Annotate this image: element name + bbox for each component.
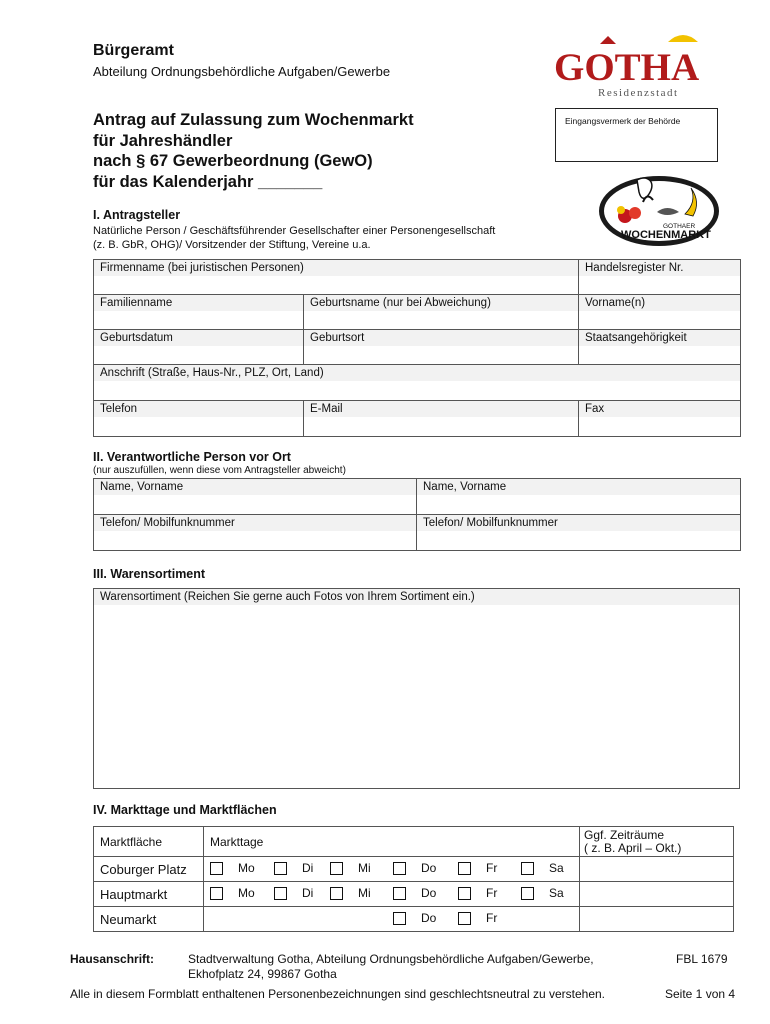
day-do-neumarkt[interactable] <box>393 911 436 925</box>
footer-address-line-1: Stadtverwaltung Gotha, Abteilung Ordnungsbehördliche Aufgaben/Gewerbe, <box>188 952 594 966</box>
email-field[interactable] <box>304 401 579 437</box>
phone-field-1[interactable] <box>94 515 417 551</box>
checkbox-icon[interactable] <box>458 912 471 925</box>
wochenmarkt-logo-top: GOTHAER <box>663 223 696 230</box>
period-coburger-platz[interactable] <box>580 857 734 882</box>
staatsangehoerigkeit-label: Staatsangehörigkeit <box>579 330 740 346</box>
period-hauptmarkt[interactable] <box>580 882 734 907</box>
footer-address <box>188 952 594 982</box>
col-marktflaeche: Marktfläche <box>94 827 204 857</box>
firmenname-label: Firmenname (bei juristischen Personen) <box>94 260 578 276</box>
day-do-coburger[interactable] <box>393 861 436 875</box>
checkbox-icon[interactable] <box>330 862 343 875</box>
section-1-heading: I. Antragsteller <box>93 208 181 222</box>
footer-address-line-2: Ekhofplatz 24, 99867 Gotha <box>188 967 337 981</box>
form-id: FBL 1679 <box>676 952 728 966</box>
period-neumarkt[interactable] <box>580 907 734 932</box>
section-1-note-2: (z. B. GbR, OHG)/ Vorsitzender der Stiftung, Vereine u.a. <box>93 239 371 251</box>
section-3-heading: III. Warensortiment <box>93 567 206 581</box>
name-field-2[interactable] <box>417 479 741 515</box>
email-label: E-Mail <box>304 401 578 417</box>
familienname-label: Familienname <box>94 295 303 311</box>
col-zeitraeume <box>580 827 734 857</box>
checkbox-icon[interactable] <box>458 862 471 875</box>
form-title <box>93 110 414 192</box>
day-mi-coburger[interactable] <box>330 861 371 875</box>
receipt-stamp-box <box>555 108 718 162</box>
day-label: Mi <box>358 861 371 875</box>
telefon-field[interactable] <box>94 401 304 437</box>
day-do-hauptmarkt[interactable] <box>393 886 436 900</box>
checkbox-icon[interactable] <box>274 887 287 900</box>
geburtsort-label: Geburtsort <box>304 330 578 346</box>
geburtsname-label: Geburtsname (nur bei Abweichung) <box>304 295 578 311</box>
handelsregister-label: Handelsregister Nr. <box>579 260 740 276</box>
checkbox-icon[interactable] <box>210 887 223 900</box>
place-coburger-platz: Coburger Platz <box>94 857 204 882</box>
phone-field-2[interactable] <box>417 515 741 551</box>
day-label: Sa <box>549 886 564 900</box>
wochenmarkt-logo <box>597 172 721 248</box>
firmenname-field[interactable] <box>94 260 579 295</box>
day-di-hauptmarkt[interactable] <box>274 886 313 900</box>
day-label: Fr <box>486 861 498 875</box>
footer-gender-note: Alle in diesem Formblatt enthaltenen Personenbezeichnungen sind geschlechtsneutral zu verstehen. <box>70 987 605 1001</box>
day-mi-hauptmarkt[interactable] <box>330 886 371 900</box>
staatsangehoerigkeit-field[interactable] <box>579 330 741 365</box>
day-label: Sa <box>549 861 564 875</box>
vorname-field[interactable] <box>579 295 741 330</box>
gotha-logo-subtitle: Residenzstadt <box>598 87 679 99</box>
title-line-4: für das Kalenderjahr _______ <box>93 172 323 191</box>
geburtsdatum-label: Geburtsdatum <box>94 330 303 346</box>
checkbox-icon[interactable] <box>330 887 343 900</box>
place-hauptmarkt: Hauptmarkt <box>94 882 204 907</box>
day-label: Fr <box>486 886 498 900</box>
place-neumarkt: Neumarkt <box>94 907 204 932</box>
responsible-person-table <box>93 478 741 551</box>
section-1-note-1: Natürliche Person / Geschäftsführender Gesellschafter einer Personengesellschaft <box>93 225 496 237</box>
page-number: Seite 1 von 4 <box>665 987 736 1001</box>
fax-field[interactable] <box>579 401 741 437</box>
day-label: Do <box>421 911 437 925</box>
telefon-label: Telefon <box>94 401 303 417</box>
day-label: Fr <box>486 911 498 925</box>
day-mo-coburger[interactable] <box>210 861 255 875</box>
day-sa-hauptmarkt[interactable] <box>521 886 564 900</box>
applicant-table <box>93 259 741 437</box>
title-line-1: Antrag auf Zulassung zum Wochenmarkt <box>93 111 414 129</box>
day-fr-neumarkt[interactable] <box>458 911 497 925</box>
days-hauptmarkt <box>204 882 580 907</box>
checkbox-icon[interactable] <box>393 912 406 925</box>
section-2-note: (nur auszufüllen, wenn diese vom Antragsteller abweicht) <box>93 465 346 476</box>
geburtsort-field[interactable] <box>304 330 579 365</box>
footer-address-label: Hausanschrift: <box>70 952 155 966</box>
day-label: Do <box>421 861 437 875</box>
day-fr-coburger[interactable] <box>458 861 497 875</box>
department-name: Abteilung Ordnungsbehördliche Aufgaben/Gewerbe <box>93 64 391 79</box>
col-markttage: Markttage <box>204 827 580 857</box>
checkbox-icon[interactable] <box>210 862 223 875</box>
col-zeitraeume-line-1: Ggf. Zeiträume <box>584 827 665 842</box>
gotha-logo-text: GOTHA <box>554 46 700 89</box>
checkbox-icon[interactable] <box>458 887 471 900</box>
days-coburger-platz <box>204 857 580 882</box>
title-line-2: für Jahreshändler <box>93 131 233 150</box>
geburtsdatum-field[interactable] <box>94 330 304 365</box>
warensortiment-label: Warensortiment (Reichen Sie gerne auch Fotos von Ihrem Sortiment ein.) <box>94 589 739 605</box>
day-label: Mo <box>238 861 255 875</box>
day-label: Mo <box>238 886 255 900</box>
day-mo-hauptmarkt[interactable] <box>210 886 255 900</box>
day-sa-coburger[interactable] <box>521 861 564 875</box>
day-fr-hauptmarkt[interactable] <box>458 886 497 900</box>
anschrift-field[interactable] <box>94 365 741 401</box>
familienname-field[interactable] <box>94 295 304 330</box>
title-line-3: nach § 67 Gewerbeordnung (GewO) <box>93 152 373 170</box>
fax-label: Fax <box>579 401 740 417</box>
days-neumarkt <box>204 907 580 932</box>
handelsregister-field[interactable] <box>579 260 741 295</box>
phone-label-2: Telefon/ Mobilfunknummer <box>417 515 740 531</box>
section-4-heading: IV. Markttage und Marktflächen <box>93 803 277 817</box>
day-label: Di <box>302 886 314 900</box>
receipt-stamp-label: Eingangsvermerk der Behörde <box>565 116 681 126</box>
office-name: Bürgeramt <box>93 42 174 59</box>
name-label-1: Name, Vorname <box>94 479 416 495</box>
checkbox-icon[interactable] <box>521 887 534 900</box>
anschrift-label: Anschrift (Straße, Haus-Nr., PLZ, Ort, Land) <box>94 365 740 381</box>
vorname-label: Vorname(n) <box>579 295 740 311</box>
assortment-table <box>93 588 740 789</box>
checkbox-icon[interactable] <box>521 862 534 875</box>
wochenmarkt-logo-name: WOCHENMARKT <box>621 229 711 241</box>
gotha-logo <box>548 30 728 102</box>
day-label: Di <box>302 861 314 875</box>
warensortiment-field[interactable] <box>94 589 740 789</box>
name-label-2: Name, Vorname <box>417 479 740 495</box>
checkbox-icon[interactable] <box>393 887 406 900</box>
name-field-1[interactable] <box>94 479 417 515</box>
day-label: Do <box>421 886 437 900</box>
day-label: Mi <box>358 886 371 900</box>
checkbox-icon[interactable] <box>274 862 287 875</box>
market-days-table <box>93 826 734 932</box>
geburtsname-field[interactable] <box>304 295 579 330</box>
day-di-coburger[interactable] <box>274 861 313 875</box>
phone-label-1: Telefon/ Mobilfunknummer <box>94 515 416 531</box>
col-zeitraeume-line-2: ( z. B. April – Okt.) <box>584 840 682 855</box>
section-2-heading: II. Verantwortliche Person vor Ort <box>93 450 291 464</box>
checkbox-icon[interactable] <box>393 862 406 875</box>
